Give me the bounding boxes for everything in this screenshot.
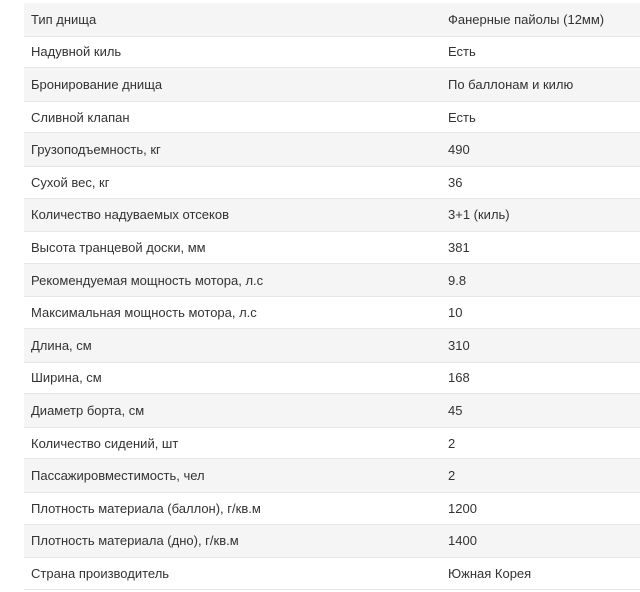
spec-value: 1400 [448,533,477,549]
spec-name: Плотность материала (баллон), г/кв.м [31,500,261,516]
table-row [24,101,640,134]
table-row [24,264,640,297]
table-row [24,133,640,166]
spec-name: Пассажировместимость, чел [31,468,205,484]
spec-value: По баллонам и килю [448,76,574,92]
spec-name: Надувной киль [31,44,122,60]
spec-name: Сливной клапан [31,109,130,125]
spec-value: Есть [448,109,476,125]
table-row [24,166,640,199]
table-row [24,459,640,492]
table-row [24,362,640,395]
table-row [24,557,640,590]
table-row [24,3,640,36]
spec-name: Ширина, см [31,370,102,386]
spec-value: 45 [448,402,463,418]
spec-name: Страна производитель [31,565,170,581]
spec-value: 36 [448,174,463,190]
spec-name: Диаметр борта, см [31,402,145,418]
spec-name: Количество надуваемых отсеков [31,207,229,223]
table-row [24,36,640,69]
spec-value: 490 [448,142,470,158]
table-row [24,492,640,525]
spec-value: 1200 [448,500,477,516]
spec-name: Высота транцевой доски, мм [31,239,206,255]
spec-name: Бронирование днища [31,76,163,92]
table-row [24,525,640,558]
table-row [24,296,640,329]
spec-name: Длина, см [31,337,92,353]
spec-value: 168 [448,370,470,386]
page-margin [0,0,24,592]
spec-value: Есть [448,44,476,60]
spec-table [24,3,640,590]
spec-value: Южная Корея [448,565,532,581]
spec-name: Рекомендуемая мощность мотора, л.с [31,272,264,288]
table-row [24,329,640,362]
spec-value: 3+1 (киль) [448,207,510,223]
spec-value: 381 [448,239,470,255]
spec-name: Сухой вес, кг [31,174,110,190]
spec-value: 9.8 [448,272,467,288]
spec-name: Грузоподъемность, кг [31,142,161,158]
table-row [24,427,640,460]
spec-name: Максимальная мощность мотора, л.с [31,305,257,321]
table-row [24,68,640,101]
spec-value: Фанерные пайолы (12мм) [448,11,605,27]
spec-value: 2 [448,468,456,484]
table-row [24,394,640,427]
spec-name: Количество сидений, шт [31,435,179,451]
table-row [24,199,640,232]
spec-value: 2 [448,435,456,451]
spec-name: Плотность материала (дно), г/кв.м [31,533,239,549]
spec-value: 10 [448,305,463,321]
spec-value: 310 [448,337,470,353]
spec-name: Тип днища [31,11,97,27]
table-row [24,231,640,264]
